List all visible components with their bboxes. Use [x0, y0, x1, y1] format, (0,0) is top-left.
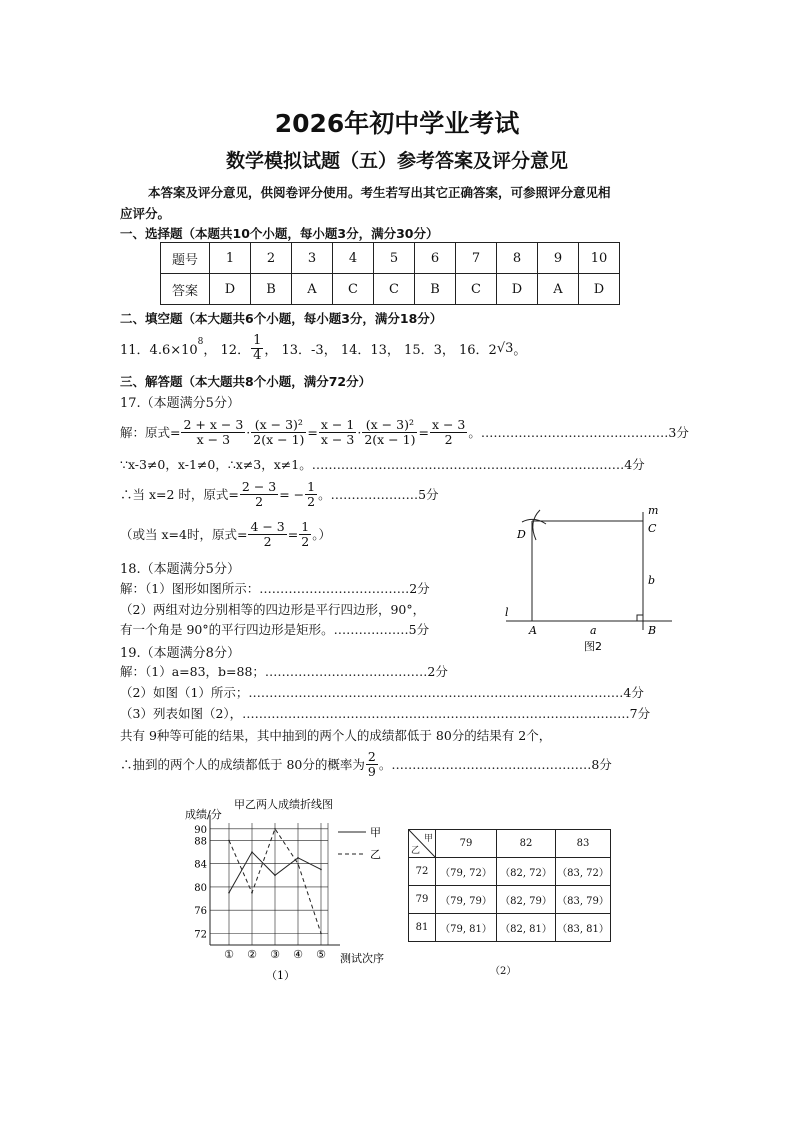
- question-number: 2: [251, 243, 292, 274]
- answer-cell: B: [251, 274, 292, 305]
- q17-close: 。）: [312, 527, 331, 542]
- outcome-cell: （82, 81）: [497, 914, 556, 942]
- label-b-point: B: [648, 624, 657, 637]
- x-tick-label: ③: [270, 948, 280, 961]
- col-header: 79: [436, 830, 497, 858]
- q17-line-1: 解：原式= $\frac{2 + x - 3}{x - 3}$ · $\frac{\text{(x − 3)²}}{2(x - 1)}$ = $\frac{x - 1}{x - 3}$ · $\frac{\text{(x − 3)²}}{2(x - 1)}$ = $\frac{x - 3}{2}$ 。………………………………………3分: [120, 417, 689, 447]
- q17-score-3: 。………………………………………3分: [468, 425, 689, 440]
- outcome-cell: （82, 72）: [497, 858, 556, 886]
- corner-top-label: 甲: [423, 834, 433, 844]
- outcome-cell: （83, 79）: [556, 886, 611, 914]
- intro-line-1: 本答案及评分意见，供阅卷评分使用。考生若写出其它正确答案，可参照评分意见相: [148, 185, 611, 200]
- q17-fraction-1: $\frac{2 + x - 3}{x - 3}$: [183, 417, 244, 447]
- row-head-answer: 答案: [161, 274, 210, 305]
- right-angle-mark: [637, 615, 643, 621]
- q18-line-2: （2）两组对边分别相等的四边形是平行四边形，90°，: [120, 602, 426, 617]
- sample-table: [408, 829, 611, 942]
- q19-line-5: [120, 744, 612, 784]
- answer-cell: D: [579, 274, 620, 305]
- data-point: [228, 840, 230, 842]
- data-point: [274, 828, 276, 830]
- intro-line-2: 应评分。: [120, 206, 171, 221]
- y-tick-label: 76: [194, 906, 207, 918]
- answer-table: [160, 242, 620, 305]
- table-caption: （2）: [490, 966, 517, 977]
- data-point: [228, 892, 230, 894]
- q12-prefix: ， 12．: [203, 342, 251, 358]
- x-tick-label: ①: [224, 948, 234, 961]
- fill-answers: [120, 330, 526, 366]
- compass-arc: [533, 510, 540, 540]
- question-number: 8: [497, 243, 538, 274]
- answer-cell: D: [210, 274, 251, 305]
- y-tick-label: 72: [194, 929, 207, 941]
- q19-line-1: 解：（1）a=83，b=88；…………………………………2分: [120, 664, 448, 679]
- x-tick-label: ④: [293, 948, 303, 961]
- page-subtitle: 数学模拟试题（五）参考答案及评分意见: [225, 150, 568, 172]
- data-point: [320, 933, 322, 935]
- q17-heading: 17.（本题满分5分）: [120, 396, 240, 411]
- fill-rest: ， 13．-3， 14．13， 15．3， 16．2: [264, 342, 497, 358]
- q17-fraction-7: $\frac{1}{2}$: [307, 479, 316, 509]
- answer-cell: A: [538, 274, 579, 305]
- label-a-point: A: [529, 624, 537, 637]
- section-1-heading: 一、选择题（本题共10个小题，每小题3分，满分30分）: [120, 226, 439, 241]
- legend-label: 乙: [370, 848, 381, 861]
- corner-bottom-label: 乙: [411, 846, 421, 856]
- question-number: 4: [333, 243, 374, 274]
- q17-when-x2: ∴当 x=2 时，原式=: [120, 487, 239, 502]
- answer-cell: C: [456, 274, 497, 305]
- row-header: 79: [409, 886, 436, 914]
- q17-line-2: ∵x-3≠0，x-1≠0，∴x≠3，x≠1。…………………………………………………………………4分: [120, 457, 645, 472]
- question-number: 9: [538, 243, 579, 274]
- q19-score-8: 。…………………………………………8分: [378, 757, 612, 772]
- chart-ylabel: 成绩/分: [185, 808, 222, 821]
- q17-when-x4: （或当 x=4时，原式=: [120, 527, 248, 542]
- q17-fraction-4: $\frac{\text{(x − 3)²}}{2(x - 1)}$: [364, 417, 416, 447]
- question-number: 6: [415, 243, 456, 274]
- q17-fraction-8: $\frac{4 - 3}{2}$: [250, 519, 285, 549]
- data-point: [251, 851, 253, 853]
- score-line-chart: [180, 795, 395, 990]
- sample-table-row: [409, 858, 611, 886]
- row-header: 81: [409, 914, 436, 942]
- outcome-cell: （82, 79）: [497, 886, 556, 914]
- question-number: 1: [210, 243, 251, 274]
- y-tick-label: 80: [194, 882, 207, 894]
- label-l: l: [505, 606, 509, 619]
- q11-answer: 11．4.6×10: [120, 342, 198, 358]
- answer-cell: A: [292, 274, 333, 305]
- question-number: 3: [292, 243, 333, 274]
- q17-fraction-5: $\frac{x - 3}{2}$: [431, 417, 466, 447]
- answer-cell: D: [497, 274, 538, 305]
- sample-table-header-row: [409, 830, 611, 858]
- q17-fraction-6: $\frac{2 - 3}{2}$: [241, 479, 277, 509]
- q19-probability-text: ∴抽到的两个人的成绩都低于 80分的概率为: [120, 757, 365, 772]
- q18-line-1: 解：（1）图形如图所示：………………………………2分: [120, 581, 430, 596]
- outcome-cell: （83, 81）: [556, 914, 611, 942]
- sqrt-three: √3: [496, 340, 514, 356]
- outcome-cell: （79, 72）: [436, 858, 497, 886]
- q19-probability-fraction: $\frac{2}{9}$: [367, 749, 376, 779]
- sample-table-row: [409, 914, 611, 942]
- q17-line-4: （或当 x=4时，原式= $\frac{4 - 3}{2}$ = $\frac{1}{2}$ 。）: [120, 519, 331, 549]
- col-header: 82: [497, 830, 556, 858]
- question-number: 5: [374, 243, 415, 274]
- section-3-heading: 三、解答题（本大题共8个小题，满分72分）: [120, 374, 372, 389]
- figure-2-caption: 图2: [584, 640, 602, 653]
- figure-2: [500, 500, 680, 660]
- data-point: [251, 892, 253, 894]
- answer-cell: C: [374, 274, 415, 305]
- outcome-cell: （83, 72）: [556, 858, 611, 886]
- legend-label: 甲: [370, 826, 381, 839]
- q19-line-4: 共有 9种等可能的结果，其中抽到的两个人的成绩都低于 80分的结果有 2个，: [120, 728, 552, 743]
- section-2-heading: 二、填空题（本大题共6个小题，每小题3分，满分18分）: [120, 311, 443, 326]
- x-tick-label: ⑤: [316, 948, 326, 961]
- q17-line-3: [120, 474, 439, 514]
- question-number: 7: [456, 243, 497, 274]
- y-tick-label: 90: [194, 824, 207, 836]
- label-m: m: [648, 504, 659, 517]
- sample-table-row: [409, 886, 611, 914]
- outcome-cell: （79, 81）: [436, 914, 497, 942]
- row-head-number: 题号: [161, 243, 210, 274]
- q12-fraction: $\frac{1}{4}$: [253, 332, 262, 363]
- q17-fraction-9: $\frac{1}{2}$: [301, 519, 310, 549]
- outcome-cell: （79, 79）: [436, 886, 497, 914]
- q17-equals-minus: = −: [279, 486, 305, 502]
- q19-heading: 19.（本题满分8分）: [120, 646, 240, 661]
- label-d: D: [517, 528, 526, 541]
- answer-cell: C: [333, 274, 374, 305]
- label-c: C: [648, 522, 657, 535]
- answer-cell: B: [415, 274, 456, 305]
- q19-line-2: （2）如图（1）所示；………………………………………………………………………………4分: [120, 685, 644, 700]
- x-tick-label: ②: [247, 948, 257, 961]
- q17-fraction-2: $\frac{\text{(x − 3)²}}{2(x - 1)}$: [253, 417, 305, 447]
- data-point: [297, 863, 299, 865]
- chart-xlabel: 测试次序: [340, 952, 384, 965]
- q18-line-3: 有一个角是 90°的平行四边形是矩形。………………5分: [120, 622, 430, 637]
- q11-exponent: 8: [197, 337, 204, 347]
- answer-table-number-row: [161, 243, 620, 274]
- q18-heading: 18.（本题满分5分）: [120, 562, 240, 577]
- chart-title: 甲乙两人成绩折线图: [234, 798, 333, 811]
- corner-cell: [409, 830, 436, 858]
- q17-fraction-3: $\frac{x - 1}{x - 3}$: [320, 417, 355, 447]
- col-header: 83: [556, 830, 611, 858]
- fill-end: 。: [513, 342, 527, 358]
- label-a-length: a: [590, 624, 597, 637]
- label-b: b: [648, 574, 656, 587]
- y-tick-label: 84: [194, 859, 207, 871]
- question-number: 10: [579, 243, 620, 274]
- row-header: 72: [409, 858, 436, 886]
- q19-line-3: （3）列表如图（2），…………………………………………………………………………………7分: [120, 706, 651, 721]
- q17-solution-label: 解：原式=: [120, 425, 181, 440]
- data-point: [320, 869, 322, 871]
- chart-caption: （1）: [266, 969, 295, 982]
- y-tick-label: 88: [194, 836, 207, 848]
- q17-score-5: 。…………………5分: [318, 487, 439, 502]
- data-point: [297, 857, 299, 859]
- answer-table-answer-row: [161, 274, 620, 305]
- page-title: 2026年初中学业考试: [274, 109, 520, 138]
- data-point: [274, 874, 276, 876]
